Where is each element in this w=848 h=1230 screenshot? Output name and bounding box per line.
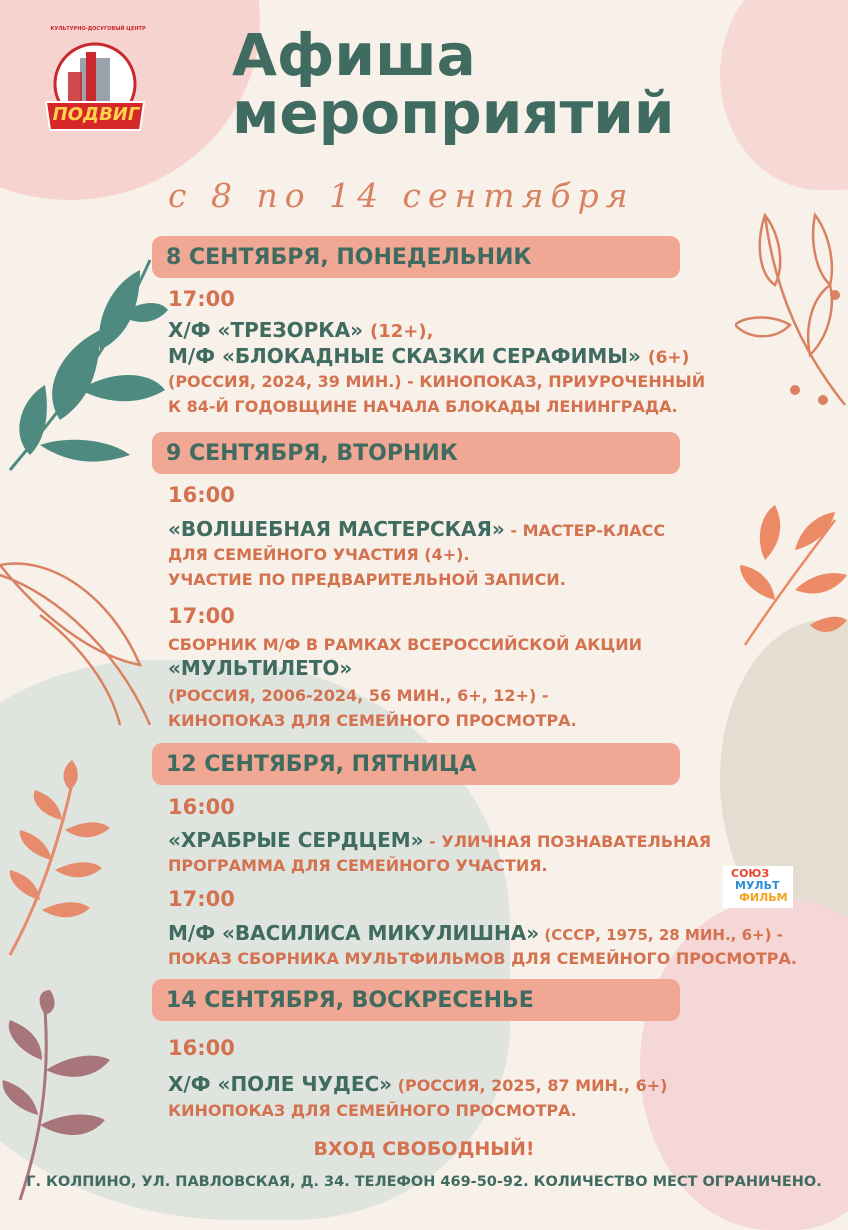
event-title: «ХРАБРЫЕ СЕРДЦЕМ» - УЛИЧНАЯ ПОЗНАВАТЕЛЬНАЯ bbox=[168, 828, 712, 852]
logo-ring-text: КУЛЬТУРНО-ДОСУГОВЫЙ ЦЕНТР bbox=[50, 26, 146, 32]
event-time: 17:00 bbox=[168, 287, 235, 311]
mauve-leaves-decoration bbox=[0, 990, 140, 1200]
event-title: Х/Ф «ТРЕЗОРКА» (12+), bbox=[168, 318, 434, 342]
address-line: Г. КОЛПИНО, УЛ. ПАВЛОВСКАЯ, Д. 34. ТЕЛЕФОН 469-50-92. КОЛИЧЕСТВО МЕСТ ОГРАНИЧЕНО. bbox=[26, 1174, 822, 1190]
event-description: УЧАСТИЕ ПО ПРЕДВАРИТЕЛЬНОЙ ЗАПИСИ. bbox=[168, 570, 566, 589]
event-description: (РОССИЯ, 2024, 39 МИН.) - КИНОПОКАЗ, ПРИУРОЧЕННЫЙ bbox=[168, 372, 706, 391]
event-title: Х/Ф «ПОЛЕ ЧУДЕС» (РОССИЯ, 2025, 87 МИН., 6+) bbox=[168, 1072, 668, 1096]
event-time: 16:00 bbox=[168, 1036, 235, 1060]
day-header-bar bbox=[152, 432, 680, 474]
event-title: М/Ф «ВАСИЛИСА МИКУЛИШНА» (СССР, 1975, 28 МИН., 6+) - bbox=[168, 921, 783, 945]
orange-leaves-decoration bbox=[735, 500, 848, 650]
day-header: 12 СЕНТЯБРЯ, ПЯТНИЦА bbox=[166, 752, 477, 777]
soyuzmultfilm-badge: СОЮЗ МУЛЬТ ФИЛЬМ bbox=[723, 866, 793, 908]
logo-name: ПОДВИГ bbox=[52, 104, 140, 125]
background-blob bbox=[720, 0, 848, 190]
day-header: 8 СЕНТЯБРЯ, ПОНЕДЕЛЬНИК bbox=[166, 245, 532, 270]
free-entry-notice: ВХОД СВОБОДНЫЙ! bbox=[313, 1138, 535, 1160]
day-header: 14 СЕНТЯБРЯ, ВОСКРЕСЕНЬЕ bbox=[166, 988, 534, 1013]
event-title: «МУЛЬТИЛЕТО» bbox=[168, 656, 353, 680]
event-description: ПРОГРАММА ДЛЯ СЕМЕЙНОГО УЧАСТИЯ. bbox=[168, 856, 548, 875]
green-leaves-decoration bbox=[0, 240, 170, 480]
event-time: 17:00 bbox=[168, 604, 235, 628]
event-time: 16:00 bbox=[168, 795, 235, 819]
page-title-line1: Афиша bbox=[232, 21, 476, 89]
day-header-bar bbox=[152, 743, 680, 785]
event-description: СБОРНИК М/Ф В РАМКАХ ВСЕРОССИЙСКОЙ АКЦИИ bbox=[168, 635, 642, 654]
event-description: КИНОПОКАЗ ДЛЯ СЕМЕЙНОГО ПРОСМОТРА. bbox=[168, 711, 577, 730]
event-time: 17:00 bbox=[168, 887, 235, 911]
day-header: 9 СЕНТЯБРЯ, ВТОРНИК bbox=[166, 441, 458, 466]
event-title: М/Ф «БЛОКАДНЫЕ СКАЗКИ СЕРАФИМЫ» (6+) bbox=[168, 344, 690, 368]
page-title bbox=[232, 21, 675, 147]
page-title-line2: мероприятий bbox=[232, 79, 675, 147]
orange-outline-leaf-decoration bbox=[0, 555, 160, 735]
day-header-bar bbox=[152, 236, 680, 278]
event-description: К 84-Й ГОДОВЩИНЕ НАЧАЛА БЛОКАДЫ ЛЕНИНГРАДА. bbox=[168, 397, 678, 416]
orange-outline-branch-decoration bbox=[735, 205, 848, 415]
event-time: 16:00 bbox=[168, 483, 235, 507]
event-description: КИНОПОКАЗ ДЛЯ СЕМЕЙНОГО ПРОСМОТРА. bbox=[168, 1101, 577, 1120]
day-header-bar bbox=[152, 979, 680, 1021]
event-title: «ВОЛШЕБНАЯ МАСТЕРСКАЯ» - МАСТЕР-КЛАСС bbox=[168, 517, 666, 541]
event-description: ДЛЯ СЕМЕЙНОГО УЧАСТИЯ (4+). bbox=[168, 545, 470, 564]
date-range-subtitle: с 8 по 14 сентября bbox=[168, 176, 635, 215]
orange-branch-decoration bbox=[0, 760, 120, 960]
event-description: (РОССИЯ, 2006-2024, 56 МИН., 6+, 12+) - bbox=[168, 686, 549, 705]
event-description: ПОКАЗ СБОРНИКА МУЛЬТФИЛЬМОВ ДЛЯ СЕМЕЙНОГО ПРОСМОТРА. bbox=[168, 949, 797, 968]
